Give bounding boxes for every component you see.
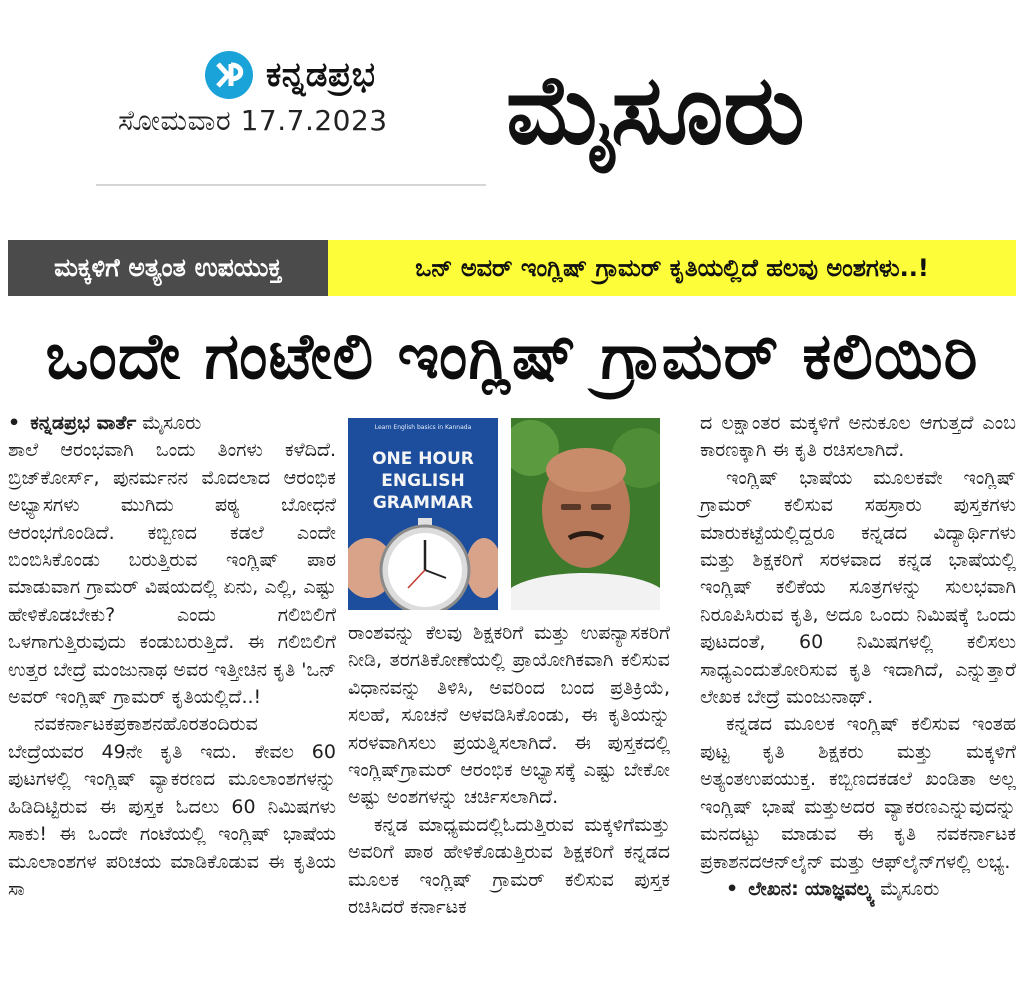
paragraph: ರಾಂಶವನ್ನು ಕೆಲವು ಶಿಕ್ಷಕರಿಗೆ ಮತ್ತು ಉಪನ್ಯಾಸಕರಿಗೆ ನೀಡಿ, ತರಗತಿಕೋಣೆಯಲ್ಲಿ ಪ್ರಾಯೋಗಿಕವಾಗಿ ಕಲಿಸುವ ವಿಧಾನವನ್ನು ತಿಳಿಸಿ, ಅವರಿಂದ ಬಂದ ಪ್ರತಿಕ್ರಿಯೆ, ಸಲಹೆ, ಸೂಚನೆ ಅಳವಡಿಸಿಕೊಂಡು, ಈ ಕೃತಿಯನ್ನು ಸರಳವಾಗಿಸಲು ಪ್ರಯತ್ನಿಸಲಾಗಿದೆ. ಈ ಪುಸ್ತಕದಲ್ಲಿ ಇಂಗ್ಲಿಷ್‌ಗ್ರಾಮರ್ ಆರಂಭಿಕ ಅಭ್ಯಾಸಕ್ಕೆ ಎಷ್ಟು ಬೇಕೋ ಅಷ್ಟು ಅಂಶಗಳನ್ನು ಚರ್ಚಿಸಲಾಗಿದೆ. <box>348 622 670 809</box>
author-place: ಮೈಸೂರು <box>880 877 940 900</box>
paragraph: ದ ಲಕ್ಷಾಂತರ ಮಕ್ಕಳಿಗೆ ಅನುಕೂಲ ಆಗುತ್ತದೆ ಎಂಬ ಕಾರಣಕ್ಕಾಗಿ ಈ ಕೃತಿ ರಚಿಸಲಾಗಿದೆ. <box>700 412 1016 462</box>
publication-date: ಸೋಮವಾರ 17.7.2023 <box>118 104 388 137</box>
kp-logo-icon <box>204 50 254 100</box>
article-column-1 <box>8 410 336 903</box>
kicker-label: ಮಕ್ಕಳಿಗೆ ಅತ್ಯಂತ ಉಪಯುಕ್ತ <box>8 240 328 296</box>
paragraph: ಇಂಗ್ಲಿಷ್ ಭಾಷೆಯ ಮೂಲಕವೇ ಇಂಗ್ಲಿಷ್ ಗ್ರಾಮರ್ ಕಲಿಸುವ ಸಹಸ್ರಾರು ಪುಸ್ತಕಗಳು ಮಾರುಕಟ್ಟೆಯಲ್ಲಿದ್ದರೂ ಕನ್ನಡದ ವಿದ್ಯಾರ್ಥಿಗಳು ಮತ್ತು ಶಿಕ್ಷಕರಿಗೆ ಸರಳವಾದ ಕನ್ನಡ ಭಾಷೆಯಲ್ಲಿ ಇಂಗ್ಲಿಷ್ ಕಲಿಕೆಯ ಸೂತ್ರಗಳನ್ನು ಸುಲಭವಾಗಿ ನಿರೂಪಿಸಿರುವ ಕೃತಿ, ಅದೂ ಒಂದು ನಿಮಿಷಕ್ಕೆ ಒಂದು ಪುಟದಂತೆ, 60 ನಿಮಿಷಗಳಲ್ಲಿ ಕಲಿಸಲು ಸಾಧ್ಯಎಂದುತೋರಿಸುವ ಕೃತಿ ಇದಾಗಿದೆ, ಎನ್ನುತ್ತಾರೆ ಲೇಖಕ ಬೇದ್ರೆ ಮಂಜುನಾಥ್. <box>700 466 1016 709</box>
book-cover-top-text: Learn English basics in Kannada <box>374 424 472 431</box>
masthead-divider <box>96 184 486 186</box>
book-cover-title: ONE HOUR ENGLISH GRAMMAR <box>372 449 474 513</box>
stopwatch-icon <box>348 418 498 610</box>
bullet-icon: • <box>726 877 739 900</box>
author-photo <box>511 418 660 610</box>
brand-lockup <box>204 50 375 100</box>
headline: ಒಂದೇ ಗಂಟೇಲಿ ಇಂಗ್ಲಿಷ್ ಗ್ರಾಮರ್ ಕಲಿಯಿರಿ <box>45 320 979 394</box>
byline-place: ಮೈಸೂರು <box>142 412 202 434</box>
paragraph: ಕನ್ನಡ ಮಾಧ್ಯಮದಲ್ಲಿಓದುತ್ತಿರುವ ಮಕ್ಕಳಿಗೆಮತ್ತು ಅವರಿಗೆ ಪಾಠ ಹೇಳಿಕೊಡುತ್ತಿರುವ ಶಿಕ್ಷಕರಿಗೆ ಕನ್ನಡದ ಮೂಲಕ ಇಂಗ್ಲಿಷ್ ಗ್ರಾಮರ್ ಕಲಿಸುವ ಪುಸ್ತಕ ರಚಿಸಿದರೆ ಕರ್ನಾಟಕ <box>348 813 670 919</box>
paragraph: ನವಕರ್ನಾಟಕಪ್ರಕಾಶನಹೊರತಂದಿರುವ ಬೇದ್ರೆಯವರ 49ನೇ ಕೃತಿ ಇದು. ಕೇವಲ 60 ಪುಟಗಳಲ್ಲಿ ಇಂಗ್ಲಿಷ್ ವ್ಯಾಕರಣದ ಮೂಲಾಂಶಗಳನ್ನು ಹಿಡಿದಿಟ್ಟಿರುವ ಈ ಪುಸ್ತಕ ಓದಲು 60 ನಿಮಿಷಗಳು ಸಾಕು! ಈ ಒಂದೇ ಗಂಟೆಯಲ್ಲಿ ಇಂಗ್ಲಿಷ್ ಭಾಷೆಯ ಮೂಲಾಂಶಗಳ ಪರಿಚಯ ಮಾಡಿಕೊಡುವ ಈ ಕೃತಿಯ ಸಾ <box>8 713 336 900</box>
author-label: ಲೇಖನ: <box>748 877 799 900</box>
author-name: ಯಾಜ್ಞವಲ್ಕ್ಯ <box>804 877 875 900</box>
article-column-2 <box>348 620 670 921</box>
edition-city: ಮೈಸೂರು <box>506 54 805 166</box>
paragraph: ಶಾಲೆ ಆರಂಭವಾಗಿ ಒಂದು ತಿಂಗಳು ಕಳೆದಿದೆ. ಬ್ರಿಜ್‌ಕೋರ್ಸ್, ಪುನರ್ಮನನ ಮೊದಲಾದ ಆರಂಭಿಕ ಅಭ್ಯಾಸಗಳು ಮುಗಿದು ಪಠ್ಯ ಬೋಧನೆ ಆರಂಭಗೊಂಡಿದೆ. ಕಬ್ಬಿಣದ ಕಡಲೆ ಎಂದೇ ಬಿಂಬಿಸಿಕೊಂಡು ಬರುತ್ತಿರುವ ಇಂಗ್ಲಿಷ್ ಪಾಠ ಮಾಡುವಾಗ ಗ್ರಾಮರ್ ವಿಷಯದಲ್ಲಿ ಏನು, ಎಲ್ಲಿ, ಎಷ್ಟು ಹೇಳಿಕೊಡಬೇಕು? ಎಂದು ಗಲಿಬಿಲಿಗೆ ಒಳಗಾಗುತ್ತಿರುವುದು ಕಂಡುಬರುತ್ತಿದೆ. ಈ ಗಲಿಬಿಲಿಗೆ ಉತ್ತರ ಬೇದ್ರೆ ಮಂಜುನಾಥ ಅವರ ಇತ್ತೀಚಿನ ಕೃತಿ 'ಒನ್ ಅವರ್ ಇಂಗ್ಲಿಷ್ ಗ್ರಾಮರ್ ಕೃತಿಯಲ್ಲಿದೆ..! <box>8 439 336 709</box>
bullet-icon: • <box>8 412 21 434</box>
article-column-3 <box>700 410 1016 903</box>
byline-source: ಕನ್ನಡಪ್ರಭ ವಾರ್ತೆ <box>30 412 137 434</box>
paragraph: ಕನ್ನಡದ ಮೂಲಕ ಇಂಗ್ಲಿಷ್ ಕಲಿಸುವ ಇಂತಹ ಪುಟ್ಟ ಕೃತಿ ಶಿಕ್ಷಕರು ಮತ್ತು ಮಕ್ಕಳಿಗೆ ಅತ್ಯಂತಉಪಯುಕ್ತ. ಕಬ್ಬಿಣದಕಡಲೆ ಖಂಡಿತಾ ಅಲ್ಲ ಇಂಗ್ಲಿಷ್ ಭಾಷೆ ಮತ್ತುಅದರ ವ್ಯಾಕರಣಎನ್ನುವುದನ್ನು ಮನದಟ್ಟು ಮಾಡುವ ಈ ಕೃತಿ ನವಕರ್ನಾಟಕ ಪ್ರಕಾಶನದಆನ್‌ಲೈನ್ ಮತ್ತು ಆಫ್‌ಲೈನ್‌ಗಳಲ್ಲಿ ಲಭ್ಯ. <box>700 713 1016 873</box>
author-credit <box>700 876 1016 903</box>
byline <box>8 410 336 437</box>
masthead <box>0 0 1024 200</box>
brand-name: ಕನ್ನಡಪ್ರಭ <box>266 55 376 95</box>
book-cover-image <box>348 418 498 610</box>
kicker-subheadline: ಒನ್ ಅವರ್ ಇಂಗ್ಲಿಷ್ ಗ್ರಾಮರ್ ಕೃತಿಯಲ್ಲಿದೆ ಹಲವು ಅಂಶಗಳು..! <box>328 240 1016 296</box>
author-portrait <box>511 418 660 610</box>
